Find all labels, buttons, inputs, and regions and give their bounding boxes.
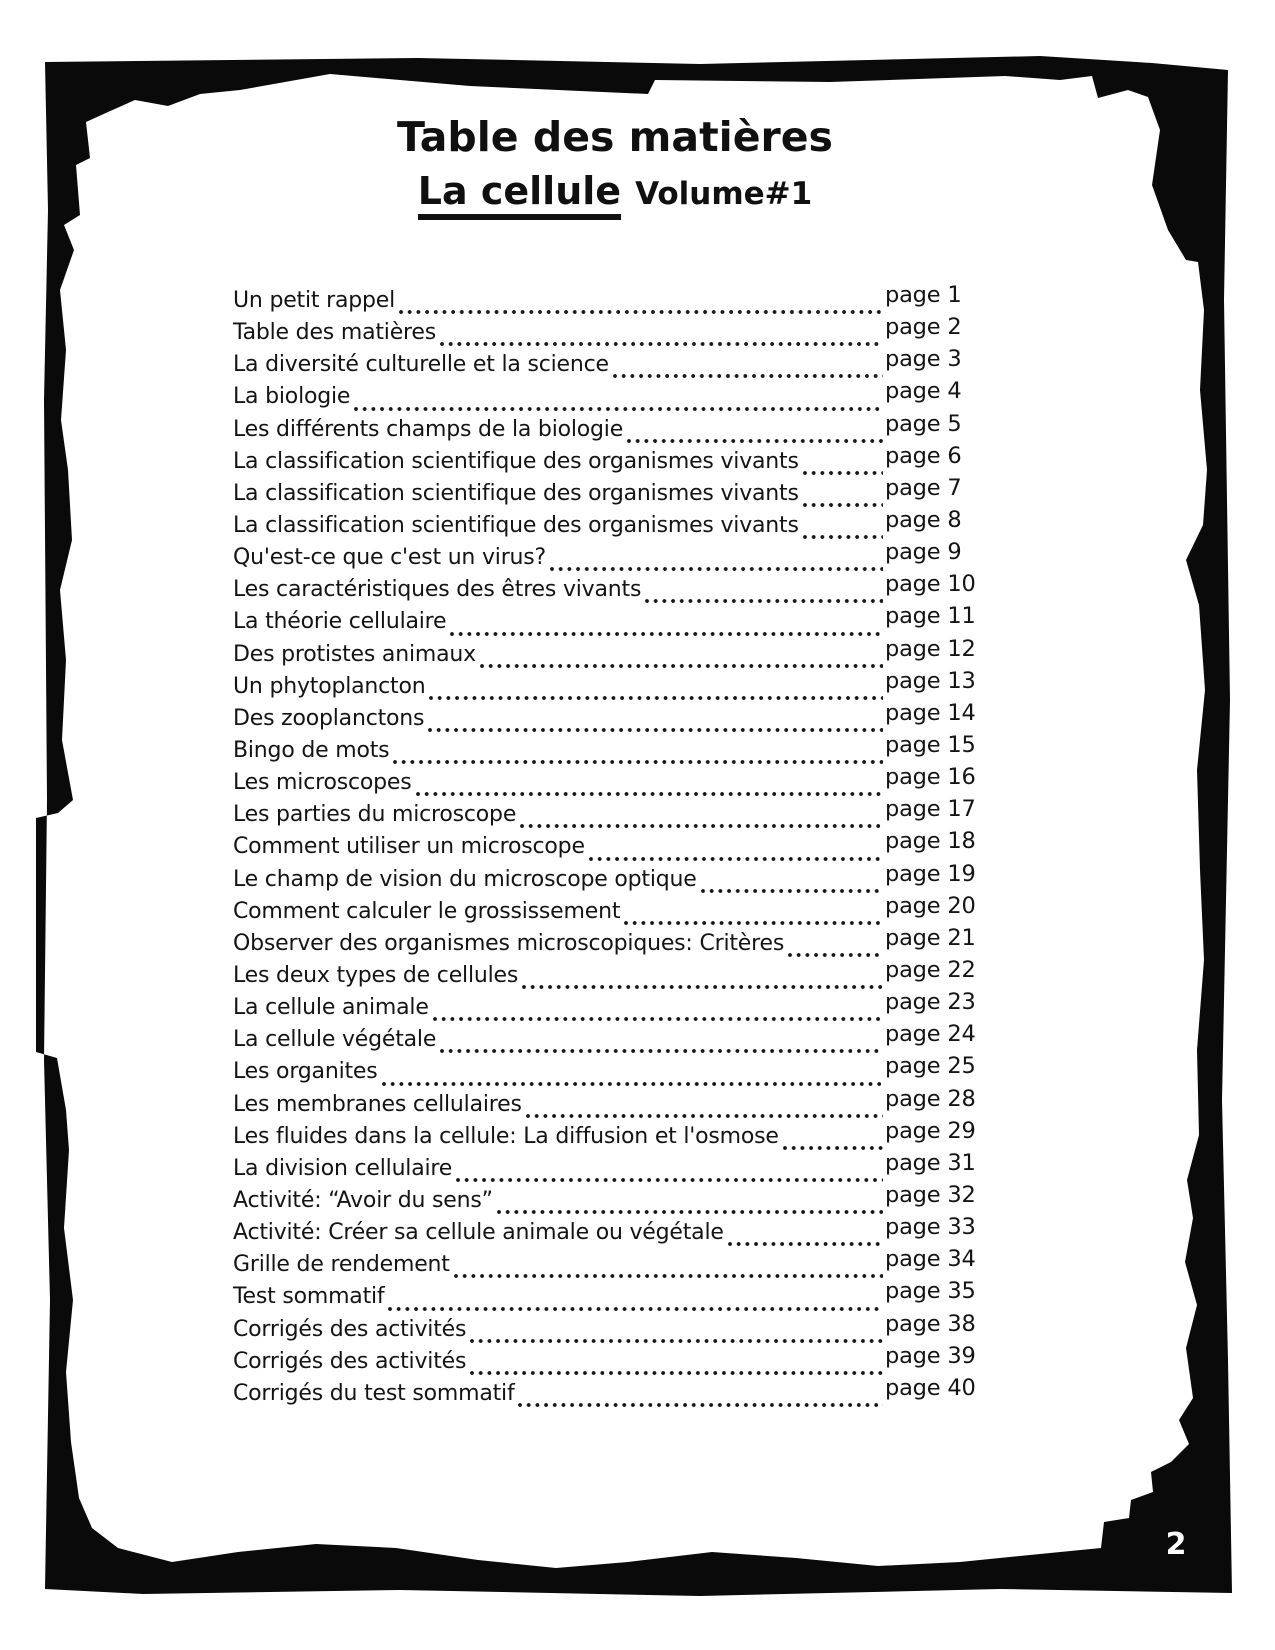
- toc-entry-page: page 22: [885, 956, 976, 983]
- toc-entry-page: page 14: [885, 699, 976, 726]
- toc-row: [233, 1246, 976, 1283]
- dot-leader: [479, 663, 883, 669]
- toc-entry-label: Un petit rappel: [233, 288, 396, 313]
- dot-leader: [387, 1306, 883, 1312]
- dot-leader: [432, 1016, 883, 1022]
- toc-entry-page: page 19: [885, 860, 976, 887]
- toc-entry-label: La diversité culturelle et la science: [233, 352, 609, 378]
- toc-entry-label: La biologie: [233, 384, 351, 410]
- toc-row: [233, 1374, 976, 1412]
- toc-entry-page: page 25: [885, 1053, 976, 1080]
- toc-entry-label: Bingo de mots: [233, 737, 390, 763]
- page-subtitle: [0, 169, 1230, 213]
- dot-leader: [626, 438, 883, 444]
- toc-row: [233, 314, 975, 351]
- toc-row: [233, 1342, 976, 1380]
- toc-entry-label: Les microscopes: [233, 770, 412, 796]
- toc-row: [233, 603, 976, 640]
- toc-entry-label: Les fluides dans la cellule: La diffusion et l'osmose: [233, 1123, 779, 1149]
- dot-leader: [469, 1370, 883, 1376]
- toc-entry-page: page 2: [885, 314, 962, 341]
- dot-leader: [588, 856, 883, 862]
- toc-row: [233, 1117, 976, 1155]
- toc-row: [233, 571, 976, 608]
- dot-leader: [449, 631, 883, 637]
- toc-entry-page: page 24: [885, 1021, 976, 1048]
- dot-leader: [782, 1145, 883, 1151]
- toc-entry-label: Corrigés des activités: [233, 1348, 467, 1374]
- toc-entry-page: page 23: [885, 989, 976, 1016]
- dot-leader: [802, 502, 883, 508]
- toc-row: [233, 699, 976, 737]
- toc-row: [233, 1021, 976, 1058]
- table-of-contents: [233, 282, 976, 1412]
- toc-entry-page: page 5: [885, 410, 962, 437]
- toc-entry-page: page 18: [885, 828, 976, 855]
- toc-row: [233, 1214, 976, 1251]
- toc-entry-label: La théorie cellulaire: [233, 609, 447, 635]
- dot-leader: [521, 984, 883, 990]
- toc-row: [233, 442, 975, 480]
- toc-entry-page: page 8: [885, 506, 962, 533]
- toc-row: [233, 796, 976, 833]
- toc-row: [233, 378, 975, 415]
- toc-entry-label: Le champ de vision du microscope optique: [233, 866, 697, 892]
- toc-entry-page: page 15: [885, 731, 976, 758]
- toc-entry-label: Les membranes cellulaires: [233, 1091, 522, 1117]
- dot-leader: [525, 1113, 883, 1119]
- dot-leader: [427, 727, 883, 733]
- toc-entry-label: Corrigés du test sommatif: [233, 1380, 515, 1406]
- toc-entry-page: page 34: [885, 1246, 976, 1273]
- toc-entry-page: page 12: [885, 635, 976, 662]
- dot-leader: [415, 791, 883, 797]
- toc-row: [233, 410, 975, 448]
- toc-entry-page: page 4: [885, 378, 962, 405]
- toc-entry-label: Comment utiliser un microscope: [233, 834, 585, 860]
- page-title: Table des matières: [397, 113, 833, 161]
- toc-entry-label: La cellule animale: [233, 995, 429, 1021]
- dot-leader: [453, 1273, 883, 1279]
- dot-leader: [392, 759, 883, 765]
- toc-row: [233, 667, 976, 705]
- toc-entry-page: page 17: [885, 796, 976, 823]
- toc-entry-label: Comment calculer le grossissement: [233, 898, 621, 924]
- toc-row: [233, 924, 976, 962]
- toc-entry-label: Les deux types de cellules: [233, 962, 519, 988]
- toc-entry-page: page 7: [885, 474, 962, 501]
- subtitle-volume: Volume#1: [635, 176, 813, 213]
- dot-leader: [623, 920, 883, 926]
- toc-row: [233, 989, 976, 1026]
- toc-entry-label: Un phytoplancton: [233, 673, 426, 699]
- toc-entry-label: Les parties du microscope: [233, 802, 517, 828]
- toc-entry-label: La classification scientifique des organismes vivants: [233, 512, 799, 538]
- dot-leader: [802, 534, 883, 540]
- dot-leader: [612, 373, 883, 379]
- dot-leader: [517, 1402, 883, 1408]
- dot-leader: [381, 1081, 883, 1087]
- corner-page-number: 2: [1165, 1527, 1187, 1562]
- toc-row: [233, 346, 975, 383]
- dot-leader: [549, 566, 883, 572]
- toc-entry-label: Les caractéristiques des êtres vivants: [233, 577, 642, 603]
- toc-entry-label: Des protistes animaux: [233, 641, 476, 667]
- toc-row: [233, 1278, 976, 1315]
- toc-entry-label: Grille de rendement: [233, 1252, 450, 1278]
- toc-entry-page: page 13: [885, 667, 976, 694]
- title-block: [0, 113, 1230, 214]
- dot-leader: [428, 695, 883, 701]
- toc-entry-label: Activité: Créer sa cellule animale ou végétale: [233, 1220, 724, 1246]
- toc-entry-label: La classification scientifique des organismes vivants: [233, 448, 799, 474]
- toc-entry-page: page 28: [885, 1085, 976, 1112]
- dot-leader: [700, 888, 883, 894]
- toc-entry-page: page 38: [885, 1310, 976, 1337]
- dot-leader: [644, 598, 883, 604]
- toc-entry-page: page 10: [885, 571, 976, 598]
- dot-leader: [469, 1338, 883, 1344]
- toc-entry-page: page 3: [885, 346, 962, 373]
- toc-row: [233, 282, 975, 319]
- dot-leader: [519, 823, 883, 829]
- toc-entry-page: page 40: [885, 1374, 976, 1401]
- toc-entry-label: Qu'est-ce que c'est un virus?: [233, 545, 547, 571]
- toc-entry-label: Les organites: [233, 1059, 378, 1085]
- dot-leader: [727, 1241, 883, 1247]
- toc-entry-page: page 16: [885, 764, 976, 791]
- toc-row: [233, 474, 975, 512]
- toc-row: [233, 1149, 976, 1187]
- toc-row: [233, 635, 976, 673]
- toc-entry-page: page 32: [885, 1181, 976, 1208]
- toc-entry-page: page 33: [885, 1214, 976, 1241]
- dot-leader: [787, 952, 883, 958]
- toc-row: [233, 1181, 976, 1219]
- dot-leader: [439, 1048, 883, 1054]
- toc-row: [233, 828, 976, 865]
- toc-entry-label: Observer des organismes microscopiques: Critères: [233, 930, 785, 956]
- toc-entry-page: page 1: [885, 282, 962, 308]
- dot-leader: [496, 1209, 883, 1215]
- dot-leader: [398, 309, 883, 315]
- toc-row: [233, 539, 975, 576]
- toc-entry-page: page 31: [885, 1149, 976, 1176]
- toc-entry-label: Activité: “Avoir du sens”: [233, 1187, 493, 1213]
- toc-row: [233, 731, 976, 769]
- toc-entry-page: page 11: [885, 603, 976, 630]
- toc-entry-page: page 6: [885, 442, 962, 469]
- toc-row: [233, 764, 976, 801]
- toc-entry-page: page 9: [885, 539, 962, 566]
- toc-entry-page: page 39: [885, 1342, 976, 1369]
- toc-row: [233, 1085, 976, 1123]
- toc-row: [233, 892, 976, 930]
- dot-leader: [802, 470, 883, 476]
- dot-leader: [455, 1177, 883, 1183]
- dot-leader: [439, 341, 883, 347]
- toc-entry-label: La cellule végétale: [233, 1027, 437, 1053]
- dot-leader: [353, 406, 883, 412]
- toc-entry-label: Table des matières: [233, 320, 436, 346]
- toc-row: [233, 1310, 976, 1348]
- toc-entry-page: page 20: [885, 892, 976, 919]
- toc-entry-label: Des zooplanctons: [233, 705, 425, 731]
- toc-entry-page: page 21: [885, 924, 976, 951]
- toc-entry-label: Corrigés des activités: [233, 1316, 467, 1342]
- toc-row: [233, 1053, 976, 1090]
- toc-row: [233, 506, 975, 544]
- toc-entry-page: page 29: [885, 1117, 976, 1144]
- toc-row: [233, 860, 976, 898]
- toc-entry-page: page 35: [885, 1278, 976, 1305]
- subtitle-main: La cellule: [418, 169, 621, 220]
- toc-entry-label: La classification scientifique des organismes vivants: [233, 480, 799, 506]
- toc-row: [233, 956, 976, 994]
- toc-entry-label: La division cellulaire: [233, 1155, 453, 1181]
- toc-entry-label: Test sommatif: [233, 1284, 385, 1310]
- toc-entry-label: Les différents champs de la biologie: [233, 416, 624, 442]
